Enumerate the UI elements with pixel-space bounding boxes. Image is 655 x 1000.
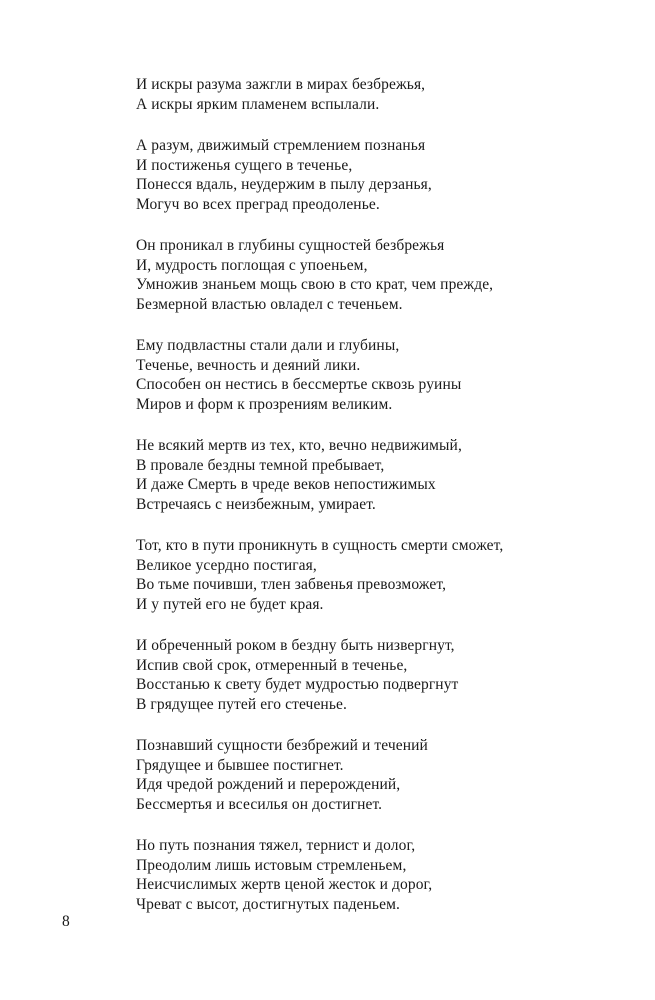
poem-line: Встречаясь с неизбежным, умирает. [136,495,376,513]
poem-line: Во тьме почивши, тлен забвенья превозможет, [136,576,447,593]
stanza-2 [136,136,606,214]
poem-line: Миров и форм к прозрениям великим. [136,395,393,413]
poem-line: Способен он нестись в бессмертье сквозь руины [136,376,462,393]
stanza-8 [136,736,606,814]
poem-line: Понесся вдаль, неудержим в пылу дерзанья, [136,176,432,193]
poem-line: И постиженья сущего в теченье, [136,156,353,174]
stanza-5 [136,436,606,514]
poem-line: Теченье, вечность и деяний лики. [136,356,361,374]
poem-line: А разум, движимый стремлением познанья [136,137,426,154]
poem-line: А искры ярким пламенем вспылали. [136,95,380,113]
poem-line: Великое усердно постигая, [136,556,317,574]
poem-line: Идя чредой рождений и перерождений, [136,776,401,793]
poem-line: И обреченный роком в бездну быть низвергнут, [136,637,455,654]
poem-line: Преодолим лишь истовым стремленьем, [136,856,407,874]
poem-line: Испив свой срок, отмеренный в теченье, [136,656,408,674]
page-number: 8 [62,913,70,930]
poem-line: Ему подвластны стали дали и глубины, [136,337,400,354]
poem-line: И у путей его не будет края. [136,595,324,613]
poem-line: И даже Смерть в чреде веков непостижимых [136,476,436,493]
poem-line: Бессмертья и всесилья он достигнет. [136,795,383,813]
stanza-6 [136,536,606,614]
poem-line: Безмерной властью овладел с теченьем. [136,295,403,313]
poem-line: Но путь познания тяжел, тернист и долог, [136,837,416,854]
stanza-4 [136,336,606,414]
poem-line: Чреват с высот, достигнутых паденьем. [136,895,400,913]
poem-text [136,75,606,936]
poem-line: Могуч во всех преград преодоленье. [136,195,380,213]
poem-line: Познавший сущности безбрежий и течений [136,737,428,754]
poem-line: Грядущее и бывшее постигнет. [136,756,344,774]
poem-line: И искры разума зажгли в мирах безбрежья, [136,76,426,93]
stanza-7 [136,636,606,714]
stanza-9 [136,836,606,914]
poem-line: Тот, кто в пути проникнуть в сущность смерти сможет, [136,537,504,554]
poem-line: В грядущее путей его стеченье. [136,695,347,713]
stanza-3 [136,236,606,314]
poem-line: Он проникал в глубины сущностей безбрежья [136,237,445,254]
poem-line: Восстанью к свету будет мудростью подвергнут [136,676,459,693]
poem-line: В провале бездны темной пребывает, [136,456,385,474]
poem-line: Неисчислимых жертв ценой жесток и дорог, [136,876,433,893]
poem-line: Умножив знаньем мощь свою в сто крат, чем прежде, [136,276,494,293]
poem-line: Не всякий мертв из тех, кто, вечно недвижимый, [136,437,462,454]
poem-line: И, мудрость поглощая с упоеньем, [136,256,368,274]
stanza-1 [136,75,606,114]
